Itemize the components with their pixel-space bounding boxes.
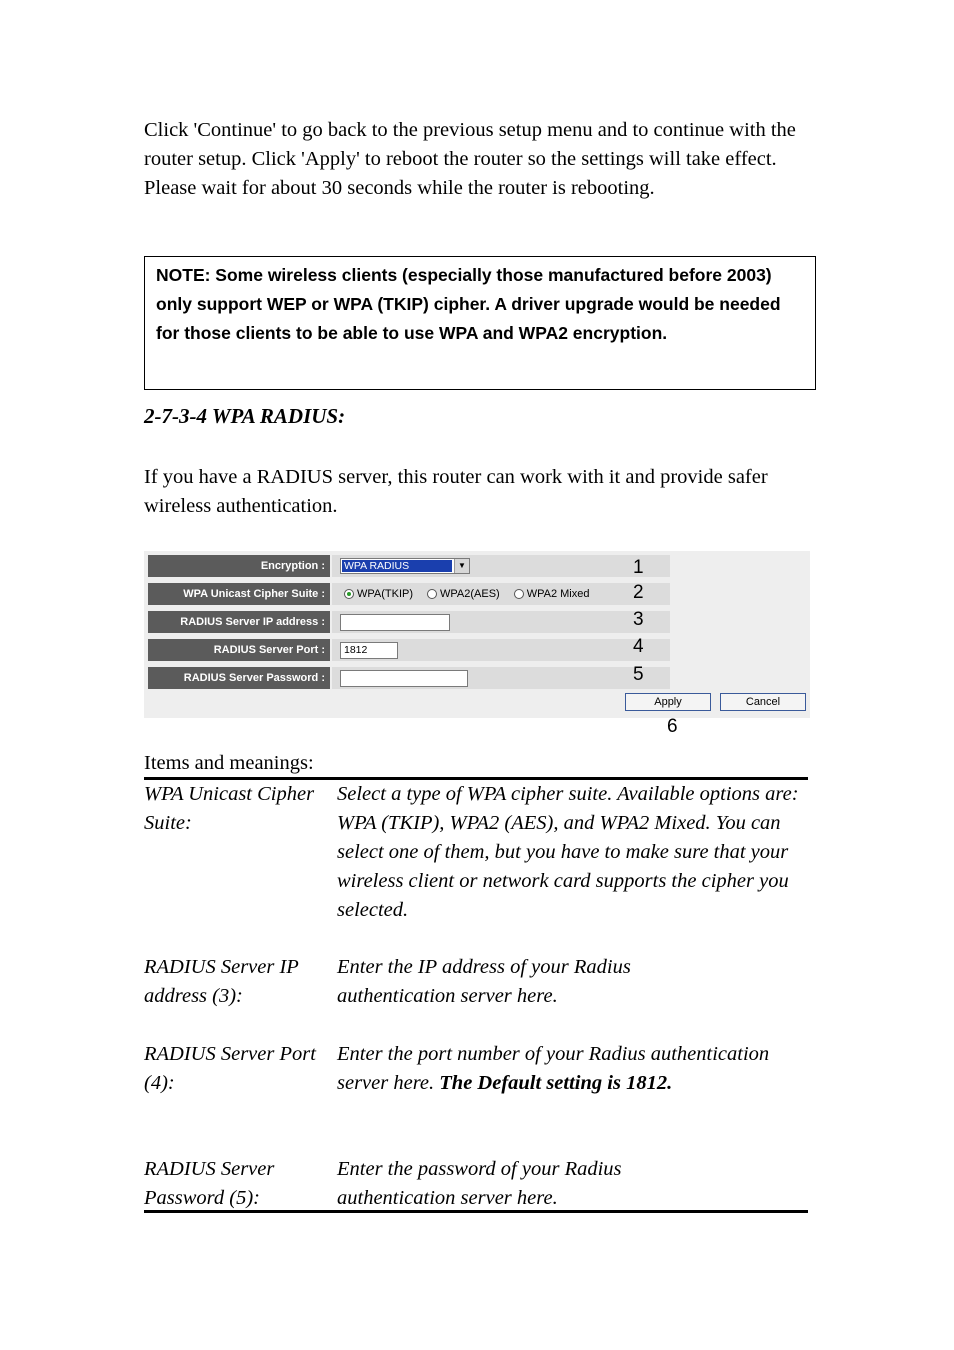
intro-paragraph: Click 'Continue' to go back to the previous setup menu and to continue with the router setup. Click 'Apply' to reboot the router so the settings will take effect. Please wait for about 30 seconds while the router is rebooting. (144, 119, 796, 199)
radio-selected-icon[interactable] (344, 589, 354, 599)
table-bottom-rule (144, 1210, 808, 1213)
encryption-selected-value: WPA RADIUS (342, 560, 452, 572)
item-term-cipher: WPA Unicast Cipher Suite: (144, 783, 315, 834)
encryption-label: Encryption : (148, 555, 330, 577)
callout-2: 2 (633, 582, 644, 603)
cipher-radio-group (344, 583, 603, 605)
radio-unselected-icon[interactable] (427, 589, 437, 599)
callout-6: 6 (667, 716, 678, 737)
password-label: RADIUS Server Password : (148, 667, 330, 689)
cipher-label: WPA Unicast Cipher Suite : (148, 583, 330, 605)
radio-wpa2-aes[interactable] (427, 588, 500, 600)
password-field (332, 667, 670, 689)
item-term-password: RADIUS Server Password (5): (144, 1158, 275, 1209)
radio-wpa2-mixed-label: WPA2 Mixed (526, 588, 590, 600)
callout-5: 5 (633, 664, 644, 685)
wpa-radius-form-screenshot (144, 551, 810, 718)
item-desc-password: Enter the password of your Radius authentication server here. (337, 1158, 622, 1209)
callout-4: 4 (633, 636, 644, 657)
callout-1: 1 (633, 557, 644, 578)
apply-button[interactable]: Apply (625, 693, 711, 711)
radio-wpa-tkip[interactable] (344, 588, 413, 600)
items-title: Items and meanings: (144, 752, 314, 774)
item-desc-port-text: Enter the port number of your Radius authentication server here. (337, 1043, 770, 1094)
radio-unselected-icon[interactable] (514, 589, 524, 599)
item-desc-port (337, 1040, 807, 1098)
encryption-select[interactable] (340, 558, 470, 574)
radio-wpa-tkip-label: WPA(TKIP) (357, 588, 414, 600)
radius-port-input[interactable]: 1812 (340, 642, 398, 659)
callout-3: 3 (633, 609, 644, 630)
radius-password-input[interactable] (340, 670, 468, 687)
port-label: RADIUS Server Port : (148, 639, 330, 661)
item-term-ip: RADIUS Server IP address (3): (144, 956, 299, 1007)
radio-wpa2-aes-label: WPA2(AES) (440, 588, 500, 600)
port-field (332, 639, 670, 661)
encryption-field (332, 555, 670, 577)
item-desc-ip: Enter the IP address of your Radius authentication server here. (337, 956, 631, 1007)
section-heading: 2-7-3-4 WPA RADIUS: (144, 404, 346, 428)
item-term-port: RADIUS Server Port (4): (144, 1043, 316, 1094)
radius-intro-paragraph: If you have a RADIUS server, this router can work with it and provide safer wireless authentication. (144, 466, 768, 517)
radius-ip-input[interactable] (340, 614, 450, 631)
note-text: NOTE: Some wireless clients (especially those manufactured before 2003) only support WEP or WPA (TKIP) cipher. A driver upgrade would be needed for those clients to be able to use WPA and WPA2 encryption. (156, 265, 781, 343)
cipher-field (332, 583, 670, 605)
item-desc-port-default: The Default setting is 1812. (439, 1072, 673, 1094)
ip-field (332, 611, 670, 633)
cancel-button[interactable]: Cancel (720, 693, 806, 711)
ip-label: RADIUS Server IP address : (148, 611, 330, 633)
radio-wpa2-mixed[interactable] (514, 588, 590, 600)
chevron-down-icon[interactable]: ▼ (454, 559, 469, 573)
note-box (144, 256, 816, 390)
item-desc-cipher: Select a type of WPA cipher suite. Available options are: WPA (TKIP), WPA2 (AES), and WPA2 Mixed. You can select one of them, but you have to make sure that your wireless client or network card supports the cipher you selected. (337, 783, 799, 921)
